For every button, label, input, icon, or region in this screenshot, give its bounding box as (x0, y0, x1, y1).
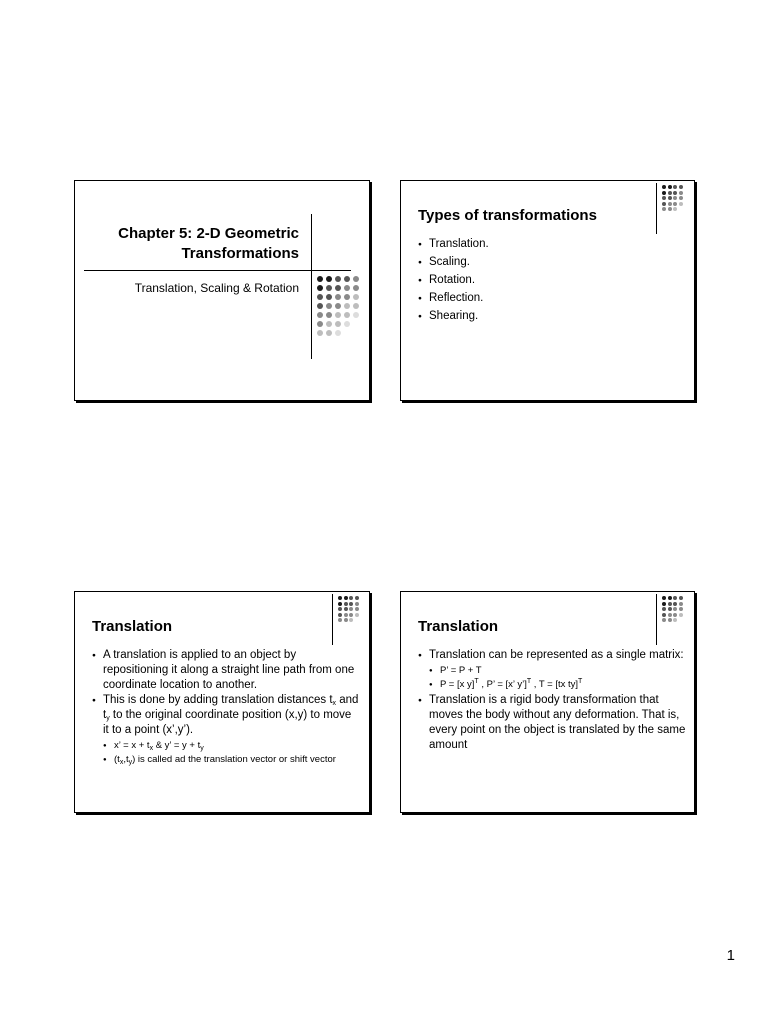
dot (662, 596, 666, 600)
dot (679, 602, 683, 606)
sub-list-item (103, 740, 360, 752)
corner-divider (656, 183, 657, 234)
page-number: 1 (726, 947, 735, 964)
dot (355, 596, 359, 600)
dot (668, 613, 672, 617)
corner-divider (656, 594, 657, 645)
dot (335, 294, 341, 300)
dot (679, 202, 683, 206)
dot (326, 312, 332, 318)
dot (349, 618, 353, 622)
superscript: T (578, 677, 583, 685)
text-run: P = [x y] (440, 679, 475, 690)
dot (335, 276, 341, 282)
dot (338, 613, 342, 617)
title-line-2: Transformations (181, 245, 299, 262)
dot (679, 196, 683, 200)
dot (353, 294, 359, 300)
dot (335, 303, 341, 309)
text-run: t (103, 709, 107, 721)
dot (679, 185, 683, 189)
subscript: y (200, 745, 204, 752)
dot (668, 202, 672, 206)
dot (335, 330, 341, 336)
dot (344, 312, 350, 318)
dot (326, 276, 332, 282)
sub-list-item: ● P’ = P + T (429, 665, 686, 677)
dot (338, 618, 342, 622)
dot (317, 312, 323, 318)
dot (317, 321, 323, 327)
text-run: , P’ = [x’ y’] (478, 679, 527, 690)
subscript: x (119, 759, 124, 766)
dot (353, 285, 359, 291)
text-run: ,t (123, 754, 129, 765)
dot (662, 602, 666, 606)
dot (344, 276, 350, 282)
dot (344, 618, 348, 622)
slide-subtitle: Translation, Scaling & Rotation (134, 281, 299, 295)
title-divider-horizontal (84, 270, 351, 271)
dot (344, 321, 350, 327)
list-item: ● Shearing. (418, 309, 668, 324)
dot (326, 285, 332, 291)
dot (349, 596, 353, 600)
dot (317, 276, 323, 282)
dot (335, 285, 341, 291)
subscript: y (106, 715, 110, 722)
list-item (92, 693, 360, 738)
dot (673, 191, 677, 195)
dot (673, 196, 677, 200)
subscript: x (332, 700, 337, 707)
dot (344, 607, 348, 611)
dot (335, 321, 341, 327)
slide-title-heading (118, 224, 299, 264)
sub-list-item (429, 679, 686, 691)
slide-title (74, 180, 370, 401)
text-run: ) is called ad the translation vector or shift vector (132, 754, 336, 765)
subscript: x (149, 745, 154, 752)
dot (353, 276, 359, 282)
dot (349, 607, 353, 611)
dot (668, 618, 672, 622)
dot (317, 303, 323, 309)
text-run: , T = [tx ty] (531, 679, 579, 690)
dot (673, 596, 677, 600)
dot (338, 596, 342, 600)
dot (662, 607, 666, 611)
dot (668, 596, 672, 600)
dot (317, 294, 323, 300)
list-item: ● A translation is applied to an object by repositioning it along a straight line path from one coordinate location to another. (92, 648, 360, 693)
sub-list-item (103, 754, 360, 766)
list-item: ● Translation can be represented as a single matrix: (418, 648, 686, 663)
dot (344, 596, 348, 600)
dot (668, 607, 672, 611)
subscript: y (128, 759, 133, 766)
title-divider-vertical (311, 214, 312, 359)
slide-translation-1 (74, 591, 370, 813)
slide-types (400, 180, 695, 401)
dot (673, 618, 677, 622)
slide-heading: Types of transformations (418, 207, 597, 224)
dot (679, 596, 683, 600)
superscript: T (526, 677, 532, 685)
dot (673, 613, 677, 617)
corner-divider (332, 594, 333, 645)
list-item: ● Rotation. (418, 273, 668, 288)
dot (668, 185, 672, 189)
dot (326, 303, 332, 309)
bullet-list (92, 648, 360, 766)
dot (355, 607, 359, 611)
dot (668, 207, 672, 211)
dot (317, 285, 323, 291)
dot (344, 285, 350, 291)
dot (355, 602, 359, 606)
text-run: This is done by adding translation distances (103, 694, 330, 706)
dot (344, 602, 348, 606)
text-run: & y’ = y + t (153, 740, 201, 751)
dot (662, 191, 666, 195)
dot (355, 613, 359, 617)
dot (668, 602, 672, 606)
list-item: ● Scaling. (418, 255, 668, 270)
dot (668, 191, 672, 195)
dot (662, 185, 666, 189)
dot (673, 202, 677, 206)
dot (344, 613, 348, 617)
dot (326, 294, 332, 300)
dot (353, 303, 359, 309)
superscript: T (474, 677, 479, 685)
dot (335, 312, 341, 318)
dot (662, 196, 666, 200)
dot (326, 321, 332, 327)
dot (673, 207, 677, 211)
slide-heading: Translation (92, 618, 173, 635)
dot (679, 607, 683, 611)
text-run: to the original coordinate position (x,y) to move it to a point (x’,y’). (103, 709, 352, 736)
slide-translation-2 (400, 591, 695, 813)
text-run: t (329, 694, 333, 706)
dot (673, 185, 677, 189)
dot (662, 613, 666, 617)
text-run: (t (114, 754, 120, 765)
text-run: x’ = x + t (114, 740, 150, 751)
dot (338, 602, 342, 606)
dot (662, 202, 666, 206)
text-run: and (336, 694, 359, 706)
dot (326, 330, 332, 336)
list-item: ● Reflection. (418, 291, 668, 306)
dot (349, 602, 353, 606)
slide-heading: Translation (418, 618, 499, 635)
dot (349, 613, 353, 617)
dot (353, 312, 359, 318)
bullet-list (418, 237, 668, 324)
list-item: ● Translation. (418, 237, 668, 252)
dot (673, 602, 677, 606)
dot (317, 330, 323, 336)
title-line-1: Chapter 5: 2-D Geometric (118, 225, 299, 242)
dot (679, 191, 683, 195)
dot (668, 196, 672, 200)
dot (662, 207, 666, 211)
bullet-list (418, 648, 686, 753)
dot (673, 607, 677, 611)
dot (662, 618, 666, 622)
dot (679, 613, 683, 617)
dot (344, 294, 350, 300)
dot (344, 303, 350, 309)
list-item: ● Translation is a rigid body transformation that moves the body without any deformation. That is, every point on the object is translated by the same amount (418, 693, 686, 753)
dot (338, 607, 342, 611)
